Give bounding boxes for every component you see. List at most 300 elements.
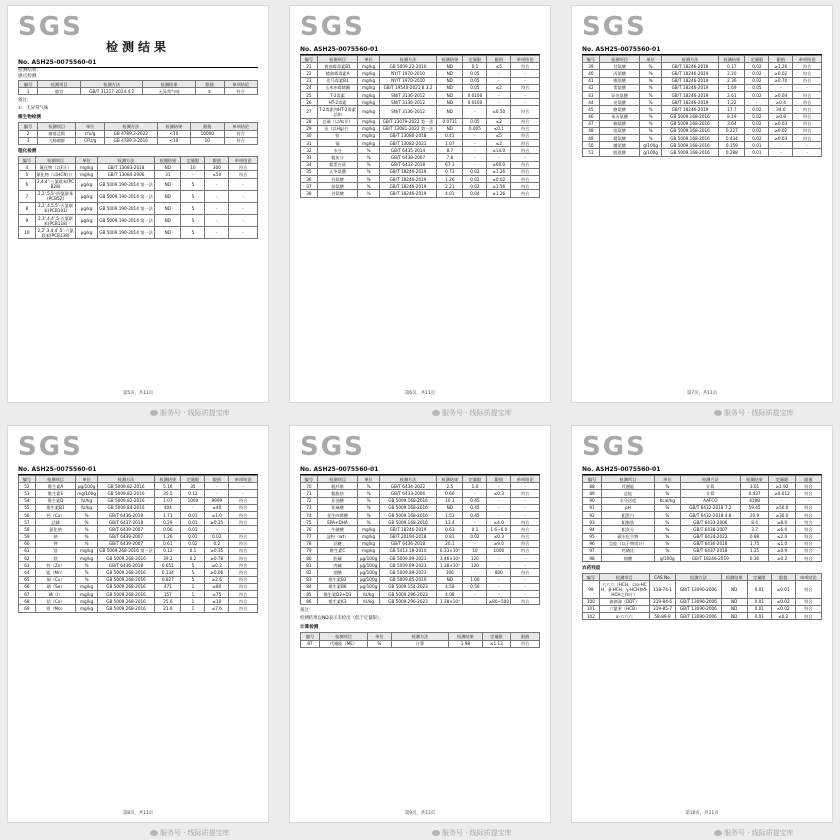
table-cell: - (463, 106, 487, 118)
table-cell: ≤2 (487, 140, 511, 147)
pesticide-table (582, 573, 822, 620)
table-cell: 2.20 (719, 70, 745, 77)
table-cell: 76 (301, 526, 318, 533)
table-cell: 1.26 (437, 176, 463, 183)
column-header: 定量限 (463, 476, 487, 483)
table-cell: % (358, 176, 380, 183)
table-cell: 59 (19, 533, 36, 540)
table-cell: 符合 (511, 519, 540, 526)
table-cell: % (640, 99, 662, 106)
table-cell: 符合 (511, 183, 540, 190)
column-header: 单位 (654, 476, 680, 483)
table-cell: 0.02 (745, 113, 769, 120)
table-cell: 粗脂肪 (317, 490, 358, 497)
table-cell: - (487, 591, 511, 598)
column-header: 检测项目 (35, 156, 76, 163)
table-cell: 404 (155, 504, 181, 511)
table-row (19, 547, 258, 554)
column-header: 定量限 (463, 56, 487, 63)
table-cell: - (229, 190, 258, 202)
table-cell: 0.0100 (463, 91, 487, 98)
table-cell: ≥0.4 (769, 99, 793, 106)
table-row (19, 569, 258, 576)
table-cell: GB 5009.84-2016 (97, 504, 154, 511)
table-cell: GB 5009.168-2016 (661, 120, 718, 127)
table-cell: 异亮氨酸 (599, 91, 640, 98)
table-cell: NY/T 1970-2010 (379, 77, 436, 84)
table-cell: - (487, 91, 511, 98)
table-cell: SN/T 3136-2012 (379, 99, 436, 106)
table-cell: - (205, 215, 229, 227)
table-cell: GB/T 6432-2018 4.8 (680, 511, 740, 518)
table-cell: 符合 (795, 540, 821, 547)
table-cell: 符合 (224, 88, 258, 95)
table-cell: % (640, 91, 662, 98)
table-cell: 0.04 (463, 190, 487, 197)
table-cell: 符合 (795, 598, 821, 605)
wechat-icon (714, 410, 722, 416)
sgs-logo: SGS (300, 432, 365, 462)
table-cell: 39.2 (155, 555, 181, 562)
column-header: 编号 (583, 476, 602, 483)
table-cell: 0.02 (463, 168, 487, 175)
table-row (301, 147, 540, 154)
table-header-row (583, 56, 822, 63)
table-cell: ND (155, 190, 181, 202)
table-cell: 0.63 (437, 526, 463, 533)
table-cell: - (181, 171, 205, 178)
table-cell: ≤0.1 (487, 125, 511, 132)
table-cell: 符合 (793, 63, 822, 70)
table-cell: AAFCO (680, 497, 740, 504)
column-header: 检测项目 (602, 476, 655, 483)
table-cell: 57 (19, 519, 36, 526)
table-cell: 4.08 (437, 591, 463, 598)
table-cell: 0.651 (155, 562, 181, 569)
table-cell: pH (602, 504, 655, 511)
table-row (19, 533, 258, 540)
table-cell: 0.05 (463, 77, 487, 84)
physchem-table (18, 156, 258, 240)
wechat-icon (150, 410, 158, 416)
table-cell: 0.005 (463, 125, 487, 132)
table-cell: 0.02 (463, 183, 487, 190)
table-cell: 谷氨酸 (317, 190, 358, 197)
table-cell: 大肠菌群 (38, 137, 76, 144)
table-cell: 氯化钠 (35, 526, 76, 533)
table-cell: - (511, 154, 540, 161)
table-cell: GB 5009.268-2016 (97, 591, 154, 598)
column-header: 检测项目 (599, 574, 649, 581)
table-cell: 1.71 (155, 511, 181, 518)
table-cell: ≥0.2 (205, 562, 229, 569)
table-cell: % (367, 640, 391, 647)
table-cell: % (640, 84, 662, 91)
table-cell: - (745, 99, 769, 106)
column-header: 检测结果 (721, 574, 747, 581)
table-cell: 0.01 (181, 519, 205, 526)
table-cell: - (511, 511, 540, 518)
note: ①：无异常气味 (18, 106, 49, 112)
table-cell: 汞（以Hg计） (317, 125, 358, 132)
table-cell: - (487, 497, 511, 504)
table-cell: 水分活度 (602, 497, 655, 504)
table-row (19, 88, 258, 95)
table-cell: ND (155, 178, 181, 190)
table-cell: 34 (301, 161, 318, 168)
table-cell: 74 (301, 511, 318, 518)
table-row (19, 227, 258, 239)
table-cell: 73 (301, 504, 318, 511)
table-cell: ≥0.04 (769, 91, 793, 98)
table-row (301, 490, 540, 497)
column-header: 单项结论 (511, 56, 540, 63)
table-cell: % (654, 490, 680, 497)
table-cell: 95 (583, 533, 602, 540)
table-cell: 总糖 (317, 540, 358, 547)
table-cell: 粗灰分 (602, 526, 655, 533)
table-cell: 306 (437, 569, 463, 576)
table-row (19, 526, 258, 533)
table-cell: 符合 (795, 483, 821, 490)
table-cell: - (463, 140, 487, 147)
table-cell: 0.02 (745, 106, 769, 113)
table-row (583, 99, 822, 106)
table-row (583, 519, 822, 526)
table-cell: mg/kg (358, 140, 380, 147)
column-header: 单项结论 (229, 156, 258, 163)
table-cell: ≥9.0 (487, 540, 511, 547)
table-cell: GB/T 6433-2006 (680, 519, 740, 526)
table-row (583, 149, 822, 156)
table-cell: - (487, 504, 511, 511)
table-cell: GB/T 13084-2006 (97, 171, 154, 178)
table-cell: GB/T 13082-2021 (379, 140, 436, 147)
table-cell: GB 5009.82-2016 (97, 490, 154, 497)
table-cell: - (487, 555, 511, 562)
table-row (583, 490, 822, 497)
table-cell: 17.7 (719, 106, 745, 113)
table-cell: GB 5009.190-2014 第一法 (97, 227, 154, 239)
table-cell: g/100g (640, 142, 662, 149)
page-title: 检测结果 (105, 40, 170, 54)
table-cell: 30 (301, 132, 318, 139)
table-cell: 39 (583, 63, 600, 70)
table-cell: 3.64 (719, 120, 745, 127)
table-cell: 96 (583, 540, 602, 547)
table-cell: 40 (583, 70, 600, 77)
table-cell: 7.8 (437, 154, 463, 161)
table-cell: - (463, 490, 487, 497)
table-cell: 1.22 (719, 99, 745, 106)
table-cell: GB/T 6439-2007 (97, 540, 154, 547)
table-cell: 1.53 (437, 511, 463, 518)
table-cell: 0.01 (181, 533, 205, 540)
table-cell: GB 5009.268-2016 (97, 598, 154, 605)
table-cell: 1 (181, 591, 205, 598)
table-row (19, 497, 258, 504)
table-cell: 9999 (205, 497, 229, 504)
table-cell: α-六六六 (599, 613, 649, 620)
table-cell: 代谢能（ME） (320, 640, 368, 647)
table-cell: 2.36 (719, 77, 745, 84)
table-cell: 1 (181, 605, 205, 612)
table-cell: 5.16 (155, 483, 181, 490)
table-cell: 31 (155, 171, 181, 178)
table-cell: T-2毒素 (317, 91, 358, 98)
table-cell: 符合 (511, 540, 540, 547)
table-cell: g/100g (640, 149, 662, 156)
table-cell: 钼（Mo） (35, 605, 76, 612)
table-cell: ≤0.2 (771, 613, 795, 620)
table-cell: 1.75 (740, 540, 769, 547)
table-cell: GB/T 13081-2022 第一法 (379, 125, 436, 132)
table-row (583, 598, 822, 605)
table-row (301, 598, 540, 605)
table-row (301, 569, 540, 576)
table-cell: cfu/g (76, 130, 105, 137)
table-cell: GB/T 6438-2007 (680, 526, 740, 533)
table-cell: 20.1 (437, 540, 463, 547)
table-cell: 4 (19, 164, 36, 171)
table-cell: - (229, 178, 258, 190)
table-row (301, 190, 540, 197)
table-cell: % (640, 113, 662, 120)
table-cell: 2.61 (719, 91, 745, 98)
table-cell: 44 (583, 99, 600, 106)
table-header-row (19, 476, 258, 483)
table-cell: ≤0.50 (487, 106, 511, 118)
table-cell: GB/T 19540-2021 8.3.2 (379, 84, 436, 91)
table-cell: 471 (155, 583, 181, 590)
table-cell: 58 (19, 526, 36, 533)
table-cell: % (640, 106, 662, 113)
table-row (19, 519, 258, 526)
table-cell: GB/T 20194-2018 (379, 533, 436, 540)
table-cell: 0.2 (181, 555, 205, 562)
table-cell: 符合 (511, 84, 540, 91)
table-cell: 63 (19, 562, 36, 569)
table-row (583, 540, 822, 547)
table-cell: ≥0.35 (205, 547, 229, 554)
table-cell: % (76, 540, 98, 547)
table-cell: 符合 (511, 106, 540, 118)
table-cell: 维生素B6 (317, 583, 358, 590)
table-cell: mg/kg (358, 526, 380, 533)
table-cell: % (640, 77, 662, 84)
column-header: 单项结论 (511, 476, 540, 483)
table-cell: - (769, 84, 793, 91)
table-cell: - (511, 70, 540, 77)
table-cell: % (640, 70, 662, 77)
table-cell: 62 (19, 555, 36, 562)
table-cell: GB/T 31217-2014 4.2 (81, 88, 143, 95)
column-header: 限值 (205, 476, 229, 483)
column-header: 检测项目 (35, 476, 76, 483)
table-row (301, 533, 540, 540)
table-row (19, 591, 258, 598)
info-line: 检测结果： (18, 68, 41, 73)
table-cell: ≤0.02 (771, 605, 795, 612)
table-cell: GB 5009.168-2016 (379, 511, 436, 518)
table-cell: 29 (301, 125, 318, 132)
table-cell: GB/T 13090-2006 (676, 605, 721, 612)
table-cell: 0.29 (155, 519, 181, 526)
watermark (150, 408, 230, 418)
table-row (19, 504, 258, 511)
table-cell: CFU/g (76, 137, 105, 144)
table-cell: 钾 (35, 540, 76, 547)
page-footer: 第5页，共11页 (122, 391, 154, 396)
table-cell: mg/kg (358, 77, 380, 84)
column-header: 检测项目 (317, 56, 358, 63)
table-cell: 符合 (224, 130, 258, 137)
table-cell: GB/T 18246-2019 (661, 77, 718, 84)
table-row (301, 154, 540, 161)
table-cell: - (463, 540, 487, 547)
table-cell: - (463, 598, 487, 605)
table-row (301, 483, 540, 490)
table-cell: 符合 (793, 106, 822, 113)
table-row (301, 576, 540, 583)
table-cell: - (511, 562, 540, 569)
table-cell: 0.1 (463, 63, 487, 70)
table-cell: 符合 (511, 168, 540, 175)
table-row (301, 640, 540, 647)
table-cell: mg/kg (358, 533, 380, 540)
table-row (301, 183, 540, 190)
table-cell: 1000 (487, 547, 511, 554)
table-cell: μg/kg (76, 190, 98, 202)
table-cell: 48 (583, 127, 600, 134)
table-cell: 0.0100 (463, 99, 487, 106)
table-cell: GB/T 6432-2018 7.2 (680, 504, 740, 511)
column-header: 限值 (511, 633, 540, 640)
table-cell: ≥1.0 (205, 511, 229, 518)
table-cell: HT-2毒素 (317, 99, 358, 106)
table-cell: 38 (301, 190, 318, 197)
table-cell: GB/T 18246-2019 (379, 176, 436, 183)
table-cell: ≤2.0 (769, 533, 795, 540)
table-cell: 符合 (229, 519, 258, 526)
column-header: 单项结论 (795, 574, 821, 581)
table-cell: % (358, 511, 380, 518)
table-cell: mg/kg (358, 91, 380, 98)
table-cell: 符合 (229, 555, 258, 562)
table-cell: ≥0.012 (769, 490, 795, 497)
table-cell: ND (437, 84, 463, 91)
table-cell: % (358, 183, 380, 190)
column-header: 编号 (19, 123, 38, 130)
table-row (301, 84, 540, 91)
table-cell: mg/kg (76, 605, 98, 612)
column-header: 检测方法 (379, 56, 436, 63)
page-footer: 第6页，共11页 (404, 391, 436, 396)
table-cell: 89 (583, 490, 602, 497)
sgs-logo: SGS (582, 432, 647, 462)
column-header: 单位 (76, 123, 105, 130)
page-footer: 第10页，共11页 (685, 811, 719, 816)
table-cell: ≤80 (205, 583, 229, 590)
table-cell: NY/T 1970-2010 (379, 70, 436, 77)
table-cell: 100 (583, 598, 600, 605)
table-cell: 淀粉（wt） (317, 533, 358, 540)
table-cell: 1.0 (463, 483, 487, 490)
table-cell: % (76, 576, 98, 583)
table-cell: 46 (583, 113, 600, 120)
table-cell: 37 (301, 183, 318, 190)
table-cell: mg/100g (77, 490, 96, 496)
table-cell: T-2毒素和HT-2毒素总和 (319, 106, 356, 117)
column-header: 限值 (205, 156, 229, 163)
table-cell: 符合 (795, 526, 821, 533)
table-cell: 1.98 (449, 640, 482, 647)
column-header: 检测方法 (97, 156, 154, 163)
table-cell: ≤40 (205, 504, 229, 511)
table-cell: 1.07 (155, 497, 181, 504)
table-cell: Kcal/kg (654, 497, 680, 504)
table-cell: 符合 (229, 562, 258, 569)
table-cell: ≤1.0 (769, 540, 795, 547)
table-cell: 符合 (511, 176, 540, 183)
table-cell: 59.45 (740, 504, 769, 511)
table-cell: mg/kg (358, 132, 380, 139)
table-cell: - (487, 511, 511, 518)
report-number: No. ASH25-0075560-01 (582, 466, 822, 475)
table-cell: 符合 (793, 127, 822, 134)
table-cell: 3.46×10³ (437, 555, 463, 562)
watermark (714, 828, 794, 838)
table-row (19, 215, 258, 227)
table-cell: - (205, 526, 229, 533)
table-cell: 符合 (795, 490, 821, 497)
table-row (301, 497, 540, 504)
table-cell: 157 (155, 591, 181, 598)
table-cell: 72 (301, 497, 318, 504)
table-cell: 铅 (317, 132, 358, 139)
table-cell: ≤4.0 (487, 519, 511, 526)
table-cell: 天冬氨酸 (317, 168, 358, 175)
table-cell: 符合 (511, 147, 540, 154)
table-cell: 0.05 (745, 84, 769, 91)
table-cell: μg/kg (76, 227, 98, 239)
table-cell: 58-89-9 (649, 613, 675, 620)
results-table (18, 475, 258, 613)
table-row (19, 178, 258, 190)
table-cell: <10 (157, 137, 190, 144)
column-header: 检测项目 (38, 123, 76, 130)
table-cell: 符合 (511, 598, 540, 605)
section-title: 农药残留 (582, 566, 601, 572)
note: 检测结果以ND表示未检出（低于定量限）。 (300, 616, 384, 622)
table-cell: 6.33×10³ (437, 547, 463, 554)
table-cell: 70 (301, 483, 318, 490)
table-cell: 0.0711 (437, 118, 463, 125)
table-cell: 69 (19, 605, 36, 612)
table-cell: 0.81 (437, 533, 463, 540)
table-cell: 0.01 (747, 598, 771, 605)
table-cell: 0.02 (463, 533, 487, 540)
table-cell: % (358, 147, 380, 154)
table-cell: 118-74-1 (649, 581, 675, 598)
table-cell: 精氨酸 (599, 135, 640, 142)
table-cell: ND (721, 581, 747, 598)
table-cell: - (487, 77, 511, 84)
table-cell: 34.0 (769, 106, 793, 113)
table-row (301, 99, 540, 106)
table-cell: 甘氨酸 (599, 63, 640, 70)
table-cell: 0.01 (747, 613, 771, 620)
